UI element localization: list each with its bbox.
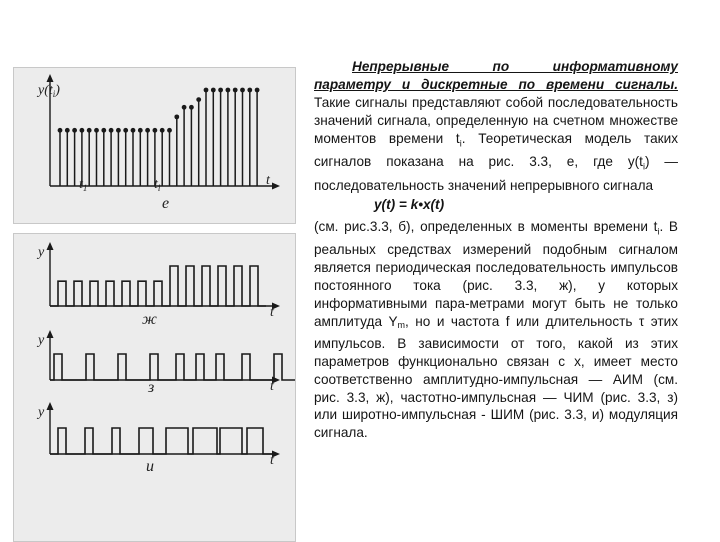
body-text-3: , но и частота f или длительность τ этих импульсов. В зависимости от того, какой из этих параметров функционально связан с х, имеет место соответственно амплитудно-импульсная — АИМ (см. рис. 3.3, ж), частотно-импульсная — ЧИМ (рис. 3.3, з) или широтно-импульсная - ШИМ (рис. 3.3, и) модуляция сигнала. [314,313,678,441]
figure-caption-e: е [162,195,170,212]
sample-point [174,114,179,119]
figure-caption-z: з [148,379,155,396]
subscript-i: i [459,138,462,149]
ti-label: $t_i$ [154,177,161,193]
sample-point [72,128,77,133]
sample-point [138,128,143,133]
sample-point [65,128,70,133]
y-label-z: y [38,333,45,348]
y-axis-label: $y(t_i)$ [38,83,60,99]
figure-caption-i: и [146,458,154,475]
sample-point [247,88,252,93]
sample-point [182,105,187,110]
subscript-i: i [642,161,645,172]
t-label-z: t [270,379,274,394]
sample-point [101,128,106,133]
sample-point [196,97,201,102]
figure-discrete-samples [13,67,296,224]
y-axis-arrow [47,74,54,82]
figure-caption-zh: ж [142,311,157,328]
pulse-train-chim [50,354,295,380]
sample-point [145,128,150,133]
text-column [314,58,678,442]
pulse-trains-plot [14,234,295,541]
intro-text-3: ) — последовательность значений непрерывного сигнала [314,154,678,193]
sample-point [80,128,85,133]
sample-point [233,88,238,93]
subscript-m: m [397,319,406,330]
y-axis-arrow-z [47,330,54,338]
sample-point [153,128,158,133]
y-axis-arrow-i [47,402,54,410]
pulse-train-shim [50,428,274,454]
sample-point [218,88,223,93]
y-axis-arrow-zh [47,242,54,250]
body-paragraph [314,218,678,443]
body-text-1: (см. рис.3.3, б), определенных в моменты времени t [314,218,658,234]
intro-text-2: . Теоретическая модель таких сигналов показана на рис. 3.3, е, где y(t [314,130,678,170]
sample-point [204,88,209,93]
discrete-samples-plot [14,68,295,223]
y-label-zh: y [38,245,45,260]
sample-point [58,128,63,133]
intro-text: Такие сигналы представляют собой последовательность значений сигнала, определенную на счетном множестве моментов времени t [314,94,678,146]
sample-point [116,128,121,133]
sample-point [131,128,136,133]
sample-point [123,128,128,133]
t-label-i: t [270,453,274,468]
sample-point [211,88,216,93]
sample-point [189,105,194,110]
sample-point [87,128,92,133]
subscript-i: i [657,226,660,237]
sample-point [94,128,99,133]
pulse-train-aim [50,266,266,306]
body-text-2: . В реальных средствах измерений подобным сигналом является периодическая последовательность импульсов постоянного тока (рис. 3.3, ж), у которых информативными пара-метрами могут быть не только амплитуда Y [314,218,678,329]
sample-point [240,88,245,93]
sample-point [255,88,260,93]
t-label-zh: t [270,305,274,320]
t1-label: $t_1$ [79,177,88,193]
t-axis-label: t [266,173,270,188]
sample-stems [58,88,260,186]
sample-point [167,128,172,133]
intro-paragraph [314,58,678,195]
sample-point [160,128,165,133]
x-axis-arrow [272,183,280,190]
sample-point [109,128,114,133]
section-heading: Непрерывные по информативному параметру и дискретные по времени сигналы. [314,59,678,92]
figure-pulse-trains [13,233,296,542]
y-label-i: y [38,405,45,420]
sample-point [226,88,231,93]
formula: y(t) = k•x(t) [374,196,445,212]
